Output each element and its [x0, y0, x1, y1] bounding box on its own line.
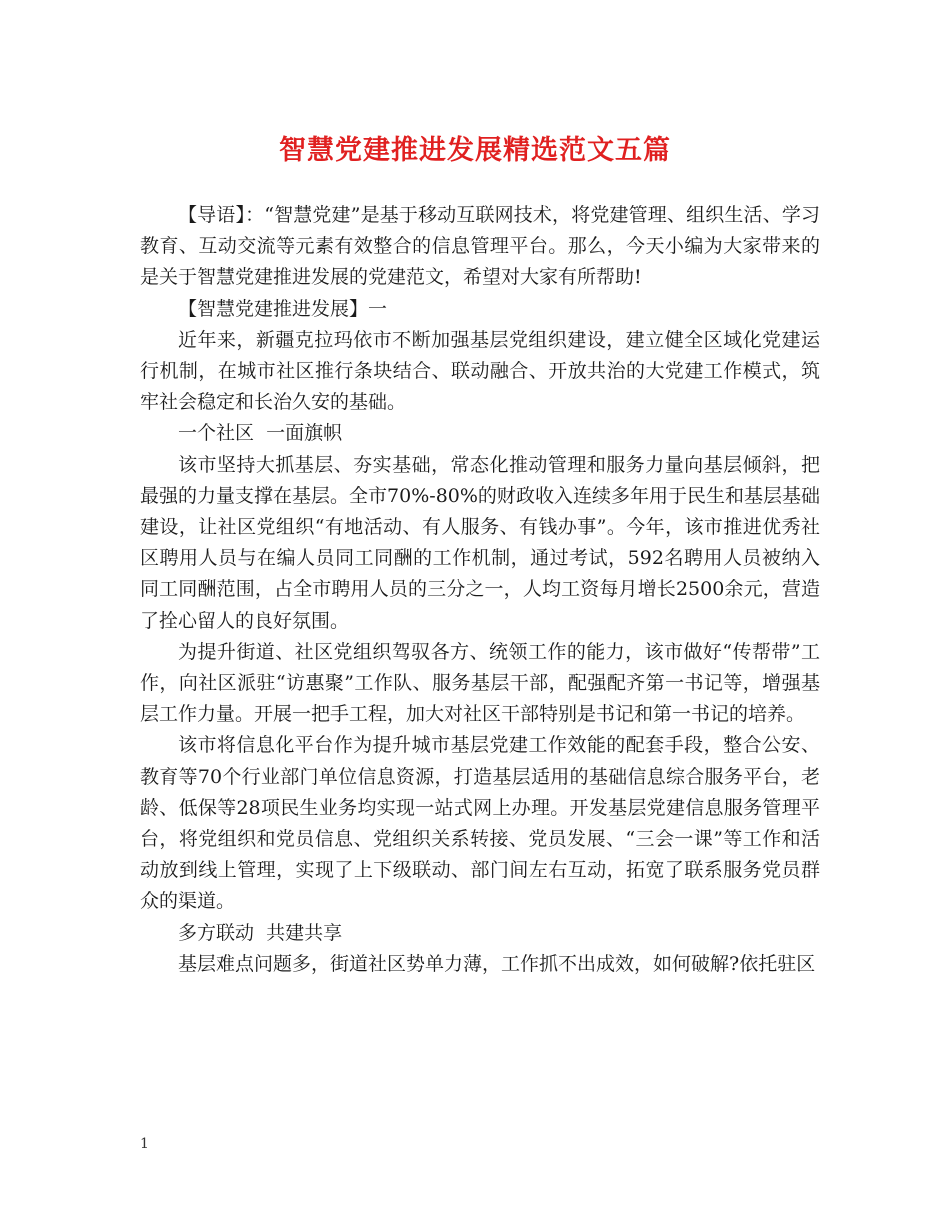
page-number: 1: [140, 1136, 149, 1152]
section-heading: 【智慧党建推进发展】一: [178, 297, 388, 320]
body-paragraph: 该市将信息化平台作为提升城市基层党建工作效能的配套手段，整合公安、教育等70个行业部门单位信息资源，打造基层适用的基础信息综合服务平台，老龄、低保等28项民生业务均实现一站式网上办理。开发基层党建信息服务管理平台，将党组织和党员信息、党组织关系转接、党员发展、“三会一课”等工作和活动放到线上管理，实现了上下级联动、部门间左右互动，拓宽了联系服务党员群众的渠道。: [140, 734, 820, 913]
document-title: 智慧党建推进发展精选范文五篇: [279, 135, 671, 166]
intro-paragraph: 【导语】：“智慧党建”是基于移动互联网技术，将党建管理、组织生活、学习教育、互动交流等元素有效整合的信息管理平台。那么，今天小编为大家带来的是关于智慧党建推进发展的党建范文，希望对大家有所帮助!: [140, 204, 820, 289]
body-paragraph: 为提升街道、社区党组织驾驭各方、统领工作的能力，该市做好“传帮带”工作，向社区派驻“访惠聚”工作队、服务基层干部，配强配齐第一书记等，增强基层工作力量。开展一把手工程，加大对社区干部特别是书记和第一书记的培养。: [140, 640, 820, 726]
body-paragraph: 近年来，新疆克拉玛依市不断加强基层党组织建设，建立健全区域化党建运行机制，在城市社区推行条块结合、联动融合、开放共治的大党建工作模式，筑牢社会稳定和长治久安的基础。: [140, 328, 820, 414]
document-body: [140, 200, 820, 980]
subheading: 多方联动 共建共享: [178, 921, 343, 944]
body-paragraph: 该市坚持大抓基层、夯实基础，常态化推动管理和服务力量向基层倾斜，把最强的力量支撑在基层。全市70%-80%的财政收入连续多年用于民生和基层基础建设，让社区党组织“有地活动、有人服务、有钱办事”。今年，该市推进优秀社区聘用人员与在编人员同工同酬的工作机制，通过考试，592名聘用人员被纳入同工同酬范围，占全市聘用人员的三分之一，人均工资每月增长2500余元，营造了拴心留人的良好氛围。: [140, 453, 820, 632]
body-paragraph: 基层难点问题多，街道社区势单力薄，工作抓不出成效，如何破解?依托驻区: [178, 952, 816, 975]
subheading: 一个社区 一面旗帜: [178, 422, 343, 445]
